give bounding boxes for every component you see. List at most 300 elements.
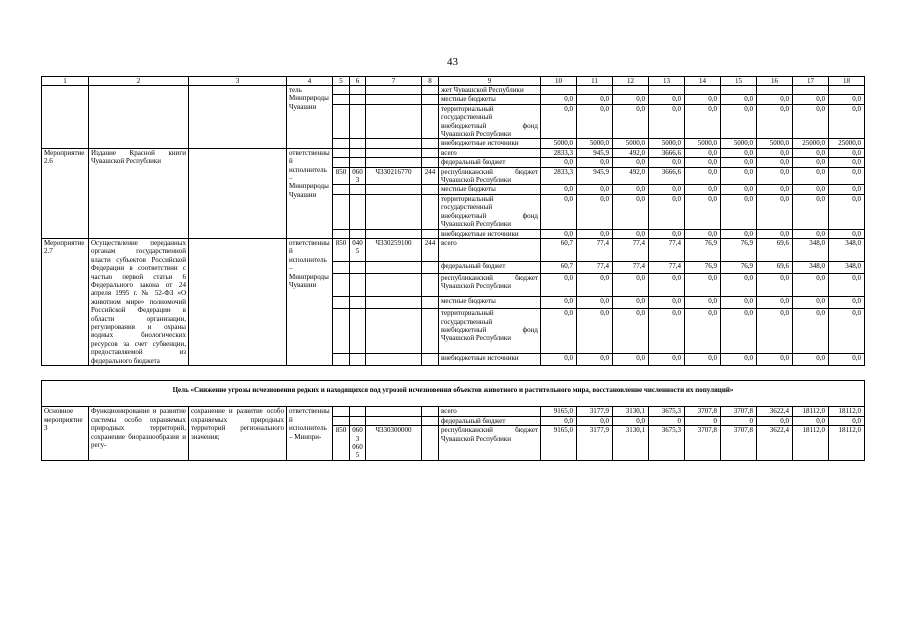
amount-cell: 0,0 — [757, 194, 793, 229]
amount-cell: 0,0 — [757, 353, 793, 365]
amount-cell: 0,0 — [757, 297, 793, 309]
amount-cell — [649, 86, 685, 95]
measure-status: Мероприятие 2.6 — [42, 148, 89, 238]
amount-cell: 77,4 — [613, 238, 649, 261]
funding-source: всего — [439, 238, 541, 261]
code-rzpr — [350, 297, 366, 309]
column-number: 7 — [366, 77, 422, 86]
amount-cell: 0,0 — [721, 104, 757, 139]
funding-source: всего — [439, 148, 541, 157]
responsible-executor: тель Минприроды Чувашии — [287, 86, 333, 149]
funding-source: федеральный бюджет — [439, 261, 541, 273]
code-vr — [422, 194, 439, 229]
code-vr — [422, 158, 439, 167]
amount-cell: 0,0 — [721, 167, 757, 185]
amount-cell: 0,0 — [649, 274, 685, 297]
code-csr — [366, 139, 422, 148]
amount-cell: 0,0 — [829, 229, 865, 238]
code-rzpr: 0405 — [350, 238, 366, 261]
amount-cell: 3707,8 — [721, 426, 757, 461]
code-csr — [366, 194, 422, 229]
amount-cell: 0,0 — [721, 194, 757, 229]
amount-cell — [577, 86, 613, 95]
code-vr — [422, 95, 439, 104]
code-csr — [366, 416, 422, 425]
amount-cell: 25000,0 — [793, 139, 829, 148]
code-rzpr — [350, 194, 366, 229]
code-vr — [422, 139, 439, 148]
amount-cell: 0,0 — [541, 194, 577, 229]
column-number: 11 — [577, 77, 613, 86]
amount-cell: 0,0 — [685, 167, 721, 185]
funding-source: федеральный бюджет — [439, 416, 541, 425]
code-csr — [366, 158, 422, 167]
amount-cell: 0,0 — [613, 229, 649, 238]
amount-cell: 0,0 — [649, 353, 685, 365]
amount-cell: 0,0 — [793, 167, 829, 185]
amount-cell: 0,0 — [721, 158, 757, 167]
responsible-executor: ответственный исполнитель – Минприроды Чувашии — [287, 148, 333, 238]
goal-suffix: » — [729, 386, 734, 394]
amount-cell: 0,0 — [757, 167, 793, 185]
code-grbs — [333, 194, 350, 229]
amount-cell — [793, 86, 829, 95]
amount-cell: 0,0 — [829, 309, 865, 354]
amount-cell: 0,0 — [649, 158, 685, 167]
amount-cell: 0,0 — [829, 158, 865, 167]
amount-cell — [829, 86, 865, 95]
amount-cell: 0,0 — [649, 297, 685, 309]
measure-goal: сохранение и развитие особо охраняемых природных территорий регионального значения; — [189, 407, 287, 460]
funding-source: внебюджетные источники — [439, 139, 541, 148]
code-vr — [422, 185, 439, 194]
amount-cell: 0,0 — [577, 104, 613, 139]
amount-cell: 0,0 — [721, 229, 757, 238]
funding-source: федеральный бюджет — [439, 158, 541, 167]
amount-cell: 0,0 — [685, 194, 721, 229]
amount-cell: 76,9 — [685, 238, 721, 261]
amount-cell — [541, 86, 577, 95]
amount-cell: 3666,6 — [649, 148, 685, 157]
amount-cell: 0,0 — [685, 309, 721, 354]
code-csr — [366, 185, 422, 194]
amount-cell: 0,0 — [757, 416, 793, 425]
code-vr — [422, 353, 439, 365]
code-vr — [422, 416, 439, 425]
amount-cell: 0,0 — [649, 194, 685, 229]
measure-name: Издание Красной книги Чувашской Республики — [89, 148, 189, 238]
amount-cell: 69,6 — [757, 238, 793, 261]
amount-cell: 0,0 — [793, 95, 829, 104]
amount-cell: 0,0 — [577, 194, 613, 229]
amount-cell: 0,0 — [721, 274, 757, 297]
amount-cell: 0,0 — [577, 353, 613, 365]
amount-cell — [613, 86, 649, 95]
amount-cell: 0,0 — [829, 274, 865, 297]
code-grbs — [333, 229, 350, 238]
code-vr — [422, 104, 439, 139]
column-number: 12 — [613, 77, 649, 86]
code-csr: Ч330259100 — [366, 238, 422, 261]
amount-cell: 5000,0 — [541, 139, 577, 148]
amount-cell: 18112,0 — [793, 407, 829, 416]
amount-cell — [721, 86, 757, 95]
amount-cell: 945,9 — [577, 167, 613, 185]
funding-source: территориальный государственный внебюджетный фонд Чувашской Республики — [439, 194, 541, 229]
amount-cell: 77,4 — [613, 261, 649, 273]
column-number: 2 — [89, 77, 189, 86]
code-rzpr — [350, 185, 366, 194]
amount-cell: 0 — [649, 416, 685, 425]
amount-cell: 3707,8 — [685, 407, 721, 416]
code-rzpr — [350, 416, 366, 425]
amount-cell: 18112,0 — [829, 426, 865, 461]
amount-cell: 348,0 — [829, 238, 865, 261]
amount-cell: 18112,0 — [829, 407, 865, 416]
code-vr — [422, 148, 439, 157]
code-grbs — [333, 185, 350, 194]
amount-cell: 0,0 — [829, 194, 865, 229]
measure-status — [42, 86, 89, 149]
code-grbs: 850 — [333, 426, 350, 461]
amount-cell: 0,0 — [577, 274, 613, 297]
code-grbs — [333, 297, 350, 309]
amount-cell: 0,0 — [793, 297, 829, 309]
code-rzpr — [350, 407, 366, 416]
code-rzpr — [350, 261, 366, 273]
code-csr — [366, 309, 422, 354]
code-csr — [366, 261, 422, 273]
amount-cell: 0,0 — [829, 353, 865, 365]
goal-prefix: Цель « — [172, 386, 195, 394]
amount-cell: 0,0 — [577, 158, 613, 167]
measure-goal — [189, 86, 287, 149]
amount-cell: 0,0 — [829, 416, 865, 425]
amount-cell: 0,0 — [649, 229, 685, 238]
amount-cell: 0,0 — [757, 95, 793, 104]
funding-source: внебюджетные источники — [439, 353, 541, 365]
amount-cell: 69,6 — [757, 261, 793, 273]
column-number: 5 — [333, 77, 350, 86]
amount-cell: 348,0 — [793, 238, 829, 261]
amount-cell: 0,0 — [613, 416, 649, 425]
measure-status: Мероприятие 2.7 — [42, 238, 89, 365]
funding-source: республиканский бюджет Чувашской Республики — [439, 274, 541, 297]
amount-cell: 76,9 — [721, 238, 757, 261]
amount-cell: 9165,0 — [541, 426, 577, 461]
code-rzpr — [350, 95, 366, 104]
code-csr — [366, 104, 422, 139]
amount-cell: 0,0 — [757, 158, 793, 167]
amount-cell: 0,0 — [757, 185, 793, 194]
column-number: 10 — [541, 77, 577, 86]
code-csr — [366, 229, 422, 238]
responsible-executor: ответственный исполнитель – Минпри- — [287, 407, 333, 460]
amount-cell: 5000,0 — [577, 139, 613, 148]
amount-cell: 0,0 — [577, 185, 613, 194]
column-number: 6 — [350, 77, 366, 86]
amount-cell: 0,0 — [613, 95, 649, 104]
funding-source: республиканский бюджет Чувашской Республики — [439, 167, 541, 185]
funding-source: республиканский бюджет Чувашской Республики — [439, 426, 541, 461]
measure-name — [89, 86, 189, 149]
amount-cell: 3666,6 — [649, 167, 685, 185]
code-csr — [366, 95, 422, 104]
amount-cell: 0,0 — [685, 158, 721, 167]
code-grbs — [333, 416, 350, 425]
column-number: 17 — [793, 77, 829, 86]
code-csr — [366, 407, 422, 416]
amount-cell: 0,0 — [613, 309, 649, 354]
measure-name: Осуществление переданных органам государственной власти субъектов Российской Федерации в соответствии с частью первой статьи 6 Федерального закона от 24 апреля 1995 г. № 52-ФЗ «О животном мире» полномочий Российской Федерации в области организации, регулирования и охраны водных биологических ресурсов за счет субвенции, предоставляемой из федерального бюджета — [89, 238, 189, 365]
code-grbs — [333, 104, 350, 139]
column-number: 4 — [287, 77, 333, 86]
amount-cell: 0,0 — [829, 297, 865, 309]
amount-cell: 0,0 — [721, 148, 757, 157]
amount-cell: 0,0 — [793, 353, 829, 365]
amount-cell: 3177,9 — [577, 426, 613, 461]
amount-cell: 0,0 — [757, 229, 793, 238]
column-number: 14 — [685, 77, 721, 86]
amount-cell: 0,0 — [721, 353, 757, 365]
amount-cell: 0,0 — [541, 353, 577, 365]
amount-cell: 9165,0 — [541, 407, 577, 416]
code-rzpr — [350, 353, 366, 365]
amount-cell: 77,4 — [649, 238, 685, 261]
code-grbs — [333, 139, 350, 148]
column-number: 3 — [189, 77, 287, 86]
amount-cell: 3130,1 — [613, 426, 649, 461]
column-number: 9 — [439, 77, 541, 86]
funding-source: внебюджетные источники — [439, 229, 541, 238]
amount-cell: 0,0 — [793, 148, 829, 157]
goal-heading — [42, 381, 865, 407]
amount-cell: 0,0 — [541, 95, 577, 104]
amount-cell: 3177,9 — [577, 407, 613, 416]
funding-source: местные бюджеты — [439, 297, 541, 309]
code-vr — [422, 426, 439, 461]
amount-cell: 0,0 — [685, 185, 721, 194]
code-grbs — [333, 353, 350, 365]
amount-cell: 0,0 — [541, 297, 577, 309]
code-rzpr — [350, 158, 366, 167]
code-grbs — [333, 148, 350, 157]
amount-cell: 0,0 — [649, 185, 685, 194]
amount-cell: 0,0 — [685, 229, 721, 238]
amount-cell: 0,0 — [613, 194, 649, 229]
measure-name: Функционирование и развитие системы особо охраняемых природных территорий, сохранение биоразнообразия и регу- — [89, 407, 189, 460]
funding-source: всего — [439, 407, 541, 416]
code-grbs — [333, 158, 350, 167]
code-csr — [366, 274, 422, 297]
amount-cell: 0,0 — [793, 229, 829, 238]
amount-cell: 0,0 — [541, 104, 577, 139]
code-vr: 244 — [422, 167, 439, 185]
amount-cell: 0,0 — [685, 274, 721, 297]
amount-cell — [757, 86, 793, 95]
amount-cell: 5000,0 — [757, 139, 793, 148]
amount-cell: 0,0 — [793, 416, 829, 425]
amount-cell: 0,0 — [721, 95, 757, 104]
amount-cell: 77,4 — [649, 261, 685, 273]
column-number: 1 — [42, 77, 89, 86]
amount-cell: 0,0 — [757, 309, 793, 354]
amount-cell: 0 — [685, 416, 721, 425]
code-csr — [366, 353, 422, 365]
amount-cell: 0,0 — [613, 353, 649, 365]
amount-cell: 492,0 — [613, 148, 649, 157]
amount-cell: 3622,4 — [757, 426, 793, 461]
amount-cell: 348,0 — [793, 261, 829, 273]
code-vr — [422, 309, 439, 354]
amount-cell: 0,0 — [613, 274, 649, 297]
code-grbs — [333, 274, 350, 297]
amount-cell: 77,4 — [577, 261, 613, 273]
funding-source: местные бюджеты — [439, 95, 541, 104]
code-grbs — [333, 95, 350, 104]
amount-cell: 0,0 — [541, 185, 577, 194]
amount-cell: 0,0 — [613, 185, 649, 194]
funding-source: территориальный государственный внебюджетный фонд Чувашской Республики — [439, 309, 541, 354]
code-rzpr — [350, 274, 366, 297]
amount-cell: 0,0 — [685, 104, 721, 139]
code-grbs: 850 — [333, 238, 350, 261]
amount-cell: 0,0 — [577, 416, 613, 425]
code-rzpr — [350, 139, 366, 148]
spacer — [42, 366, 865, 381]
measure-goal — [189, 148, 287, 238]
amount-cell: 5000,0 — [649, 139, 685, 148]
amount-cell: 3707,8 — [721, 407, 757, 416]
amount-cell: 5000,0 — [613, 139, 649, 148]
code-rzpr — [350, 229, 366, 238]
amount-cell: 0,0 — [541, 274, 577, 297]
amount-cell: 0,0 — [541, 229, 577, 238]
column-number: 18 — [829, 77, 865, 86]
code-grbs — [333, 309, 350, 354]
amount-cell: 0,0 — [757, 148, 793, 157]
goal-text: Снижение угрозы исчезновения редких и находящихся под угрозой исчезновения объектов животного и растительного мира, восстановление численности их популяций — [194, 386, 730, 394]
amount-cell: 76,9 — [721, 261, 757, 273]
amount-cell: 0,0 — [793, 274, 829, 297]
amount-cell: 0,0 — [685, 148, 721, 157]
amount-cell: 0,0 — [829, 95, 865, 104]
amount-cell: 0,0 — [829, 104, 865, 139]
funding-source: жет Чувашской Республики — [439, 86, 541, 95]
amount-cell: 0,0 — [793, 185, 829, 194]
code-vr — [422, 229, 439, 238]
table-row — [42, 148, 865, 157]
amount-cell: 0,0 — [613, 104, 649, 139]
amount-cell: 0,0 — [541, 416, 577, 425]
code-vr — [422, 261, 439, 273]
amount-cell: 0,0 — [613, 297, 649, 309]
amount-cell: 5000,0 — [721, 139, 757, 148]
code-vr — [422, 297, 439, 309]
amount-cell: 0,0 — [541, 158, 577, 167]
amount-cell: 0,0 — [541, 309, 577, 354]
code-rzpr — [350, 309, 366, 354]
code-csr — [366, 86, 422, 95]
amount-cell: 0,0 — [829, 185, 865, 194]
column-number: 8 — [422, 77, 439, 86]
code-rzpr: 0603 — [350, 167, 366, 185]
amount-cell: 3707,8 — [685, 426, 721, 461]
amount-cell: 0,0 — [793, 158, 829, 167]
amount-cell: 492,0 — [613, 167, 649, 185]
column-numbers-row — [42, 77, 865, 86]
code-rzpr — [350, 86, 366, 95]
measure-status: Основное мероприятие 3 — [42, 407, 89, 460]
amount-cell: 60,7 — [541, 261, 577, 273]
amount-cell: 0,0 — [577, 229, 613, 238]
table-row — [42, 238, 865, 261]
column-number: 13 — [649, 77, 685, 86]
amount-cell: 0,0 — [721, 185, 757, 194]
amount-cell: 3130,1 — [613, 407, 649, 416]
code-rzpr — [350, 148, 366, 157]
code-grbs — [333, 407, 350, 416]
code-csr: Ч330300000 — [366, 426, 422, 461]
amount-cell: 945,9 — [577, 148, 613, 157]
code-grbs — [333, 86, 350, 95]
code-vr: 244 — [422, 238, 439, 261]
amount-cell: 25000,0 — [829, 139, 865, 148]
amount-cell: 76,9 — [685, 261, 721, 273]
spacer-row — [42, 366, 865, 381]
amount-cell: 0,0 — [577, 309, 613, 354]
amount-cell: 0,0 — [757, 274, 793, 297]
amount-cell: 0,0 — [793, 104, 829, 139]
amount-cell: 77,4 — [577, 238, 613, 261]
amount-cell — [685, 86, 721, 95]
funding-source: местные бюджеты — [439, 185, 541, 194]
code-csr — [366, 148, 422, 157]
amount-cell: 2833,3 — [541, 148, 577, 157]
measure-goal — [189, 238, 287, 365]
amount-cell: 5000,0 — [685, 139, 721, 148]
column-number: 15 — [721, 77, 757, 86]
code-vr — [422, 86, 439, 95]
amount-cell: 0,0 — [757, 104, 793, 139]
code-vr — [422, 274, 439, 297]
goal-row — [42, 381, 865, 407]
table-row — [42, 407, 865, 416]
amount-cell: 3675,3 — [649, 407, 685, 416]
code-grbs: 850 — [333, 167, 350, 185]
code-grbs — [333, 261, 350, 273]
amount-cell: 2833,3 — [541, 167, 577, 185]
amount-cell: 0,0 — [793, 309, 829, 354]
amount-cell: 0,0 — [685, 297, 721, 309]
column-number: 16 — [757, 77, 793, 86]
amount-cell: 0,0 — [793, 194, 829, 229]
code-rzpr: 0603 0605 — [350, 426, 366, 461]
budget-table — [41, 76, 865, 461]
amount-cell: 0,0 — [829, 167, 865, 185]
code-csr — [366, 297, 422, 309]
table-row — [42, 86, 865, 95]
amount-cell: 0,0 — [721, 297, 757, 309]
amount-cell: 0,0 — [685, 353, 721, 365]
code-rzpr — [350, 104, 366, 139]
funding-source: территориальный государственный внебюджетный фонд Чувашской Республики — [439, 104, 541, 139]
amount-cell: 0,0 — [685, 95, 721, 104]
page-number: 43 — [447, 56, 458, 68]
amount-cell: 3622,4 — [757, 407, 793, 416]
responsible-executor: ответственный исполнитель – Минприроды Чувашии — [287, 238, 333, 365]
amount-cell: 0 — [721, 416, 757, 425]
